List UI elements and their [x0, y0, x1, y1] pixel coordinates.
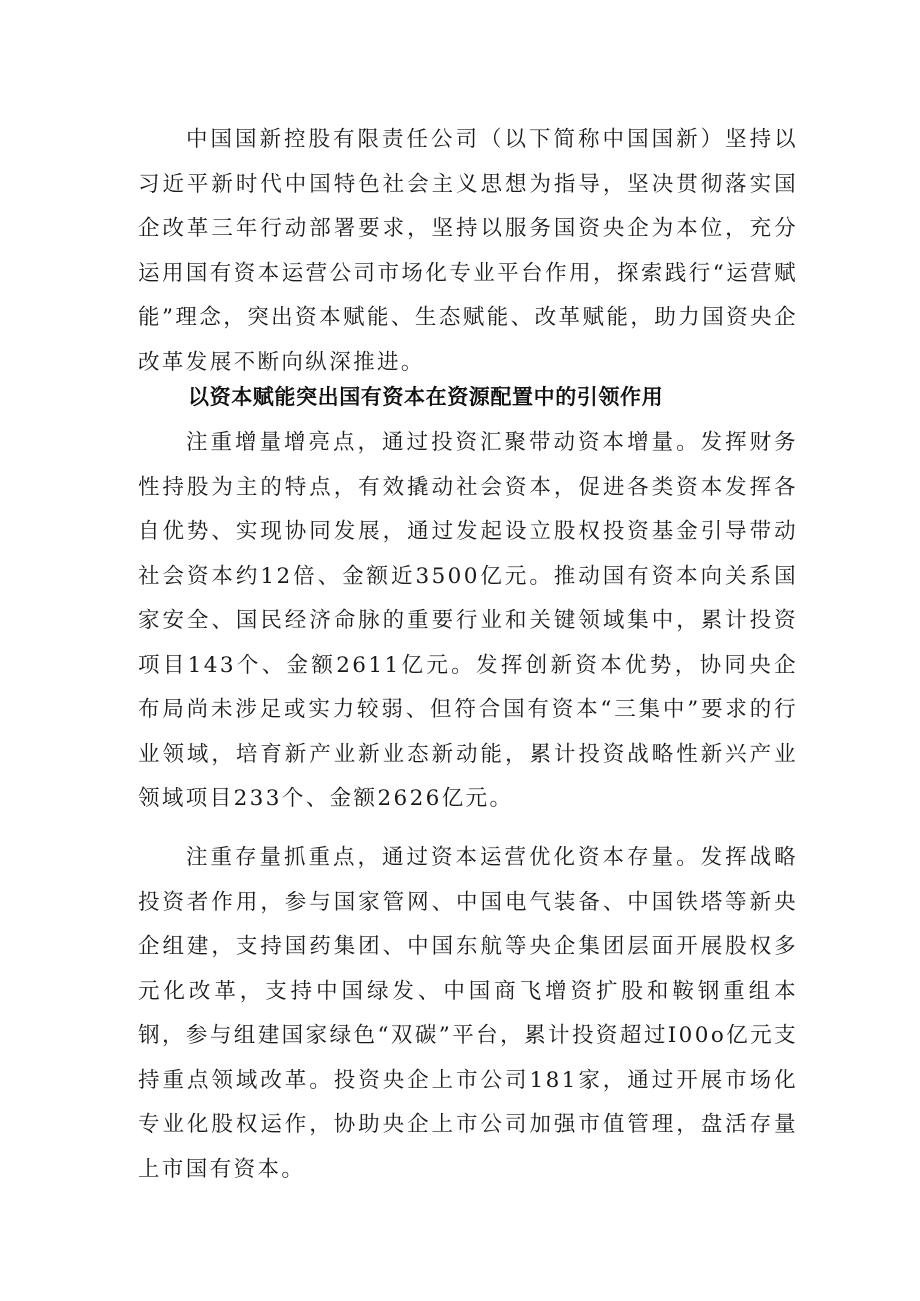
- section-heading: 以资本赋能突出国有资本在资源配置中的引领作用: [188, 385, 664, 409]
- intro-paragraph: 中国国新控股有限责任公司（以下简称中国国新）坚持以习近平新时代中国特色社会主义思想为指导，坚决贯彻落实国企改革三年行动部署要求，坚持以服务国资央企为本位，充分运用国有资本运营公司市场化专业平台作用，探索践行“运营赋能”理念，突出资本赋能、生态赋能、改革赋能，助力国资央企改革发展不断向纵深推进。: [138, 127, 798, 375]
- incremental-capital-paragraph: 注重增量增亮点，通过投资汇聚带动资本增量。发挥财务性持股为主的特点，有效撬动社会资本，促进各类资本发挥各自优势、实现协同发展，通过发起设立股权投资基金引导带动社会资本约12倍、金额近3500亿元。推动国有资本向关系国家安全、国民经济命脉的重要行业和关键领域集中，累计投资项目143个、金额2611亿元。发挥创新资本优势，协同央企布局尚未涉足或实力较弱、但符合国有资本“三集中”要求的行业领域，培育新产业新业态新动能，累计投资战略性新兴产业领域项目233个、金额2626亿元。: [138, 430, 798, 811]
- existing-capital-paragraph: 注重存量抓重点，通过资本运营优化资本存量。发挥战略投资者作用，参与国家管网、中国电气装备、中国铁塔等新央企组建，支持国药集团、中国东航等央企集团层面开展股权多元化改革，支持中国绿发、中国商飞增资扩股和鞍钢重组本钢，参与组建国家绿色“双碳”平台，累计投资超过I00o亿元支持重点领域改革。投资央企上市公司181家，通过开展市场化专业化股权运作，协助央企上市公司加强市值管理，盘活存量上市国有资本。: [138, 845, 798, 1182]
